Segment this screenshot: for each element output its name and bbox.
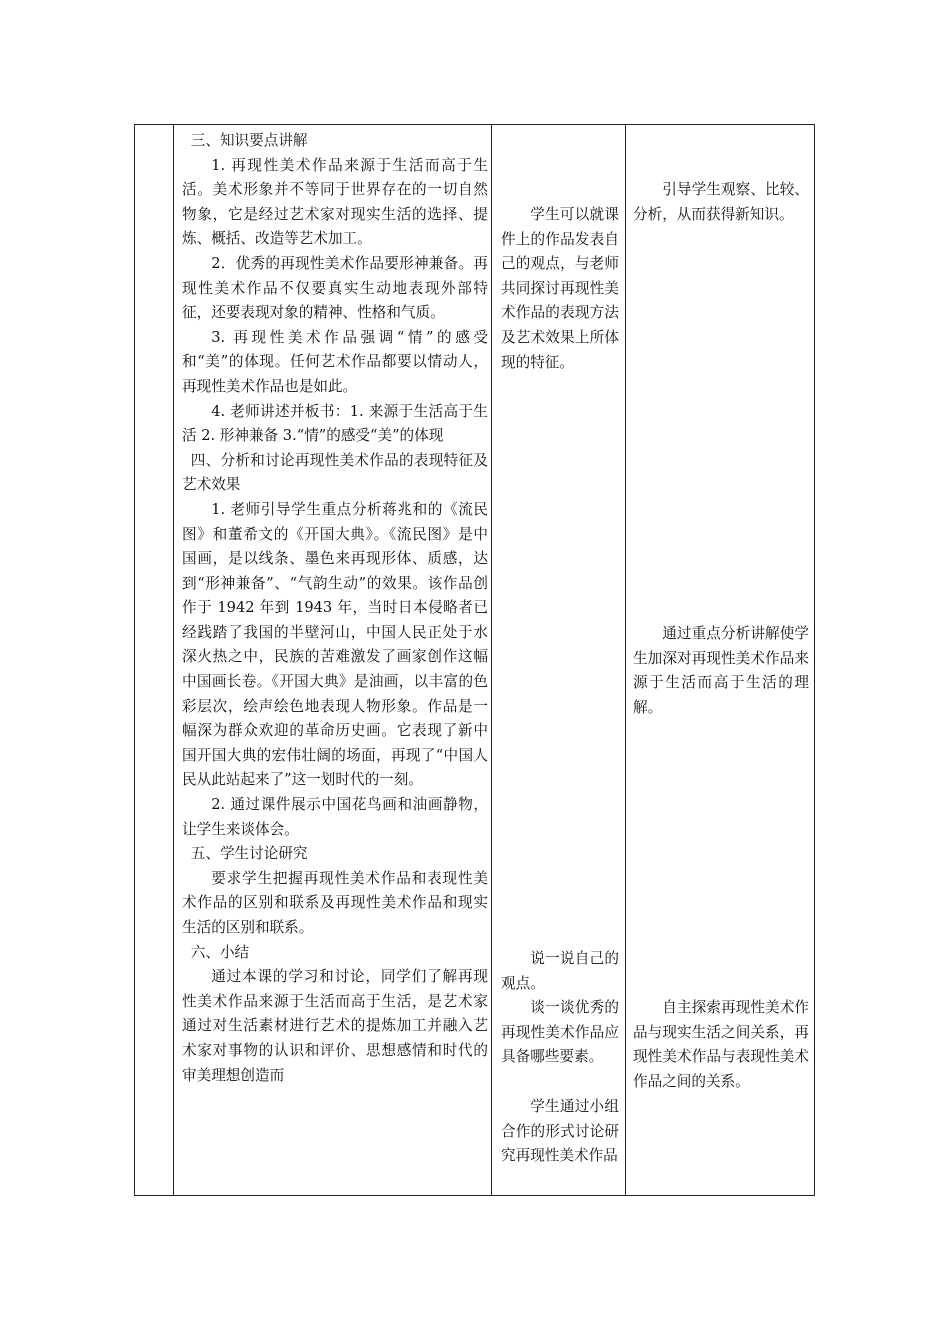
column-divider-1 — [173, 125, 174, 1195]
student-activity-cell — [501, 125, 619, 1195]
column-divider-3 — [625, 125, 626, 1195]
paragraph: 2．优秀的再现性美术作品要形神兼备。再现性美术作品不仅要真实生动地表现外部特征，还要表现对象的精神、性格和气质。 — [182, 254, 488, 322]
paragraph: 4. 老师讲述并板书：1. 来源于生活高于生活 2. 形神兼备 3.“情”的感受“美”的体现 — [182, 402, 488, 445]
lesson-table — [134, 124, 815, 1196]
design-intent-cell — [633, 125, 809, 1195]
paragraph: 通过本课的学习和讨论，同学们了解再现性美术作品来源于生活而高于生活，是艺术家通过对生活素材进行艺术的提炼加工并融入艺术家对事物的认识和评价、思想感情和时代的审美理想创造而 — [182, 968, 488, 1084]
paragraph: 3. 再现性美术作品强调“情”的感受和“美”的体现。任何艺术作品都要以情动人，再现性美术作品也是如此。 — [182, 328, 488, 395]
teaching-content-cell — [182, 129, 488, 1088]
paragraph: 1. 老师引导学生重点分析蒋兆和的《流民图》和董希文的《开国大典》。《流民图》是中国画，是以线条、墨色来再现形体、质感，达到“形神兼备”、“气韵生动”的效果。该作品创作于 1942 年到 1943 年，当时日本侵略者已经践踏了我国的半壁河山，中国人民正处于水深火热之中，民族的苦难激发了画家创作这幅中国画长卷。《开国大典》是油画，以丰富的色彩层次，绘声绘色地表现人物形象。作品是一幅深为群众欢迎的革命历史画。它表现了新中国开国大典的宏伟壮阔的场面，再现了“中国人民从此站起来了”这一划时代的一刻。 — [182, 500, 488, 789]
section-heading-4: 四、分析和讨论再现性美术作品的表现特征及艺术效果 — [182, 451, 488, 494]
design-intent-text: 通过重点分析讲解使学生加深对再现性美术作品来源于生活而高于生活的理解。 — [633, 625, 809, 716]
section-heading-3: 三、知识要点讲解 — [190, 132, 308, 149]
student-activity-text: 学生通过小组合作的形式讨论研究再现性美术作品 — [501, 1098, 619, 1165]
section-heading-5: 五、学生讨论研究 — [190, 845, 308, 863]
design-intent-text: 自主探索再现性美术作品与现实生活之间关系，再现性美术作品与表现性美术作品之间的关系。 — [633, 999, 809, 1090]
student-activity-text: 谈一谈优秀的再现性美术作品应具备哪些要素。 — [501, 999, 619, 1066]
paragraph: 1. 再现性美术作品来源于生活而高于生活。美术形象并不等同于世界存在的一切自然物象，它是经过艺术家对现实生活的选择、提炼、概括、改造等艺术加工。 — [182, 156, 488, 248]
student-activity-text: 学生可以就课件上的作品发表自己的观点，与老师共同探讨再现性美术作品的表现方法及艺术效果上所体现的特征。 — [501, 206, 619, 371]
paragraph: 要求学生把握再现性美术作品和表现性美术作品的区别和联系及再现性美术作品和现实生活的区别和联系。 — [182, 869, 488, 936]
paragraph: 2. 通过课件展示中国花鸟画和油画静物，让学生来谈体会。 — [182, 796, 488, 838]
column-divider-2 — [491, 125, 492, 1195]
design-intent-text: 引导学生观察、比较、分析，从而获得新知识。 — [633, 181, 809, 223]
section-heading-6: 六、小结 — [190, 943, 250, 961]
student-activity-text: 说一说自己的观点。 — [501, 950, 619, 992]
